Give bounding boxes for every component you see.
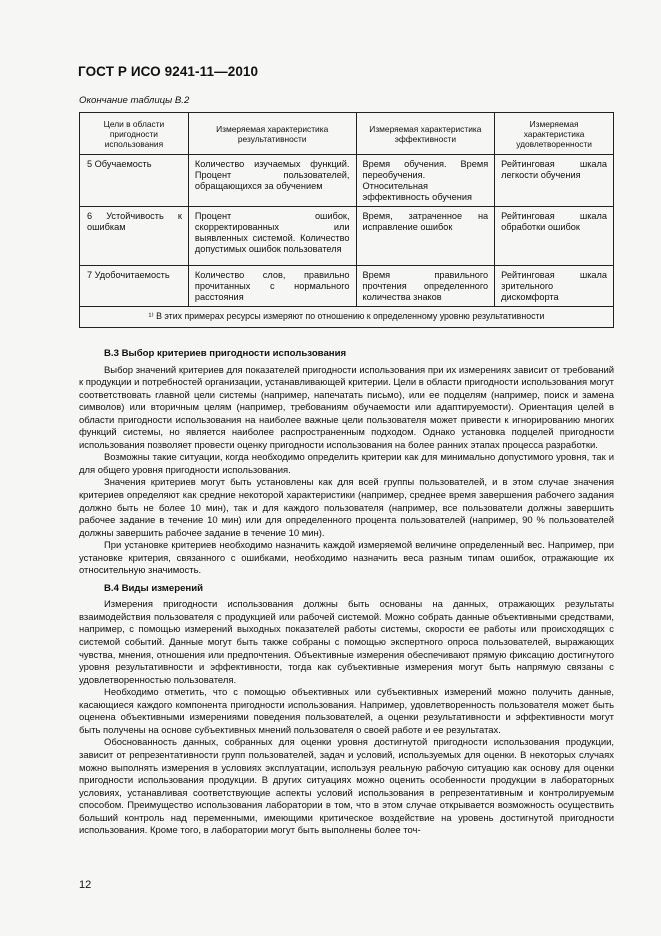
page-number: 12 [79,879,92,891]
section-heading-b3: В.3 Выбор критериев пригодности использования [104,348,347,359]
cell-effectiveness: Процент ошибок, скорректированных или выявленных системой. Количество допустимых ошибок пользователя [188,207,356,266]
section-heading-b4: В.4 Виды измерений [104,582,204,594]
standard-title: ГОСТ Р ИСО 9241-11—2010 [78,64,259,79]
table-footnote-row [80,307,614,328]
col-header-effectiveness: Измеряемая характеристика результативности [188,113,356,155]
cell-efficiency: Время правильного прочтения определенного количества знаков [356,266,495,307]
paragraph: Выбор значений критериев для показателей пригодности использования при их измерениях зависит от требований к продукции и потребностей организации, устанавливающей критерии. Цели в области пригодности использования могут соответствовать главной цели системы (например, напечатать письмо), или ее подцелям (например, поиск и замена символов) или вторичным целям (например, требованиям обучаемости или адаптируемости). Ориентация целей в области пригодности использования на наиболее важные цели пользователя может привести к игнорированию многих функций системы, но является наиболее распространенным подходом. Однако установка подцелей пригодности использования позволяет провести оценку пригодности использования на более ранних этапах процесса разработки. [79,364,614,451]
col-header-satisfaction: Измеряемая характеристика удовлетворенности [495,113,614,155]
cell-goal: 5 Обучаемость [80,155,189,207]
table-row [80,207,614,266]
cell-effectiveness: Количество слов, правильно прочитанных с нормального расстояния [188,266,356,307]
cell-goal: 7 Удобочитаемость [80,266,189,307]
table-caption: Окончание таблицы В.2 [79,95,190,106]
cell-satisfaction: Рейтинговая шкала зрительного дискомфорта [495,266,614,307]
paragraph: Значения критериев могут быть установлены как для всей группы пользователей, и в этом случае значения критериев определяют как средние некоторой характеристики (например, среднее время завершения рабочего задания должно быть не более 10 мин), так и для каждого пользователя (например, все пользователи должны завершить рабочее задание в течение 10 мин) или для определенного процента пользователей (например, 90 % пользователей должны завершить рабочее задание в течение 10 мин). [79,477,614,539]
paragraph: Измерения пригодности использования должны быть основаны на данных, отражающих результаты взаимодействия пользователя с продукцией или рабочей системой. Можно собрать данные объективными средствами, например, с помощью измерений выходных показателей работы системы, скорости ее работы или происходящих с системой событий. Данные могут быть также собраны с помощью экспертного опроса пользователей, выражающих чувства, мнения, отношения или предпочтения. Объективные измерения обеспечивают прямую фиксацию достигнутого уровня результативности и эффективности, тогда как субъективные измерения могут быть напрямую связаны с удовлетворенностью пользователя. [79,599,614,686]
cell-efficiency: Время, затраченное на исправление ошибок [356,207,495,266]
table-footnote: ¹⁾ В этих примерах ресурсы измеряют по отношению к определенному уровню результативности [80,307,614,328]
measures-table [79,112,614,328]
col-header-goals: Цели в области пригодности использования [80,113,189,155]
paragraph: Необходимо отметить, что с помощью объективных или субъективных измерений можно получить данные, касающиеся каждого компонента пригодности использования. Например, удовлетворенность пользователя может быть оценена объективными измерениями поведения пользователей, а оценки результативности и эффективности могут быть получены на основе субъективных мнений пользователя о своей работе и ее результатах. [79,687,614,736]
paragraph: Возможны такие ситуации, когда необходимо определить критерии как для минимально допустимого уровня, так и для общего уровня пригодности использования. [79,452,614,476]
cell-efficiency: Время обучения. Время переобучения. Относительная эффективность обучения [356,155,495,207]
body-text [79,348,614,838]
cell-satisfaction: Рейтинговая шкала обработки ошибок [495,207,614,266]
paragraph: При установке критериев необходимо назначить каждой измеряемой величине определенный вес. Например, при установке критерия, связанного с ошибками, необходимо назначить веса разным типам ошибок, отражающие их относительную значимость. [79,540,614,577]
table-header-row [80,113,614,155]
col-header-efficiency: Измеряемая характеристика эффективности [356,113,495,155]
table-row [80,155,614,207]
cell-goal: 6 Устойчивость к ошибкам [80,207,189,266]
table-row [80,266,614,307]
paragraph: Обоснованность данных, собранных для оценки уровня достигнутой пригодности использования продукции, зависит от репрезентативности групп пользователей, задач и условий, используемых для оценки. В некоторых случаях можно выполнять измерения в условиях эксплуатации, используя реальную рабочую ситуацию как основу для оценки пригодности использования продукции. В других ситуациях можно оценить особенности продукции в лабораторных условиях, устанавливая соответствующие аспекты условий использования в репрезентативным и контролируемым способом. Преимущество использования лаборатории в том, что в этом случае открывается возможность осуществить больший контроль над переменными, имеющими критическое воздействие на уровень достигнутой пригодности использования. Кроме того, в лаборатории могут быть выполнены более точ- [79,737,614,837]
cell-effectiveness: Количество изучаемых функций. Процент пользователей, обращающихся за обучением [188,155,356,207]
cell-satisfaction: Рейтинговая шкала легкости обучения [495,155,614,207]
